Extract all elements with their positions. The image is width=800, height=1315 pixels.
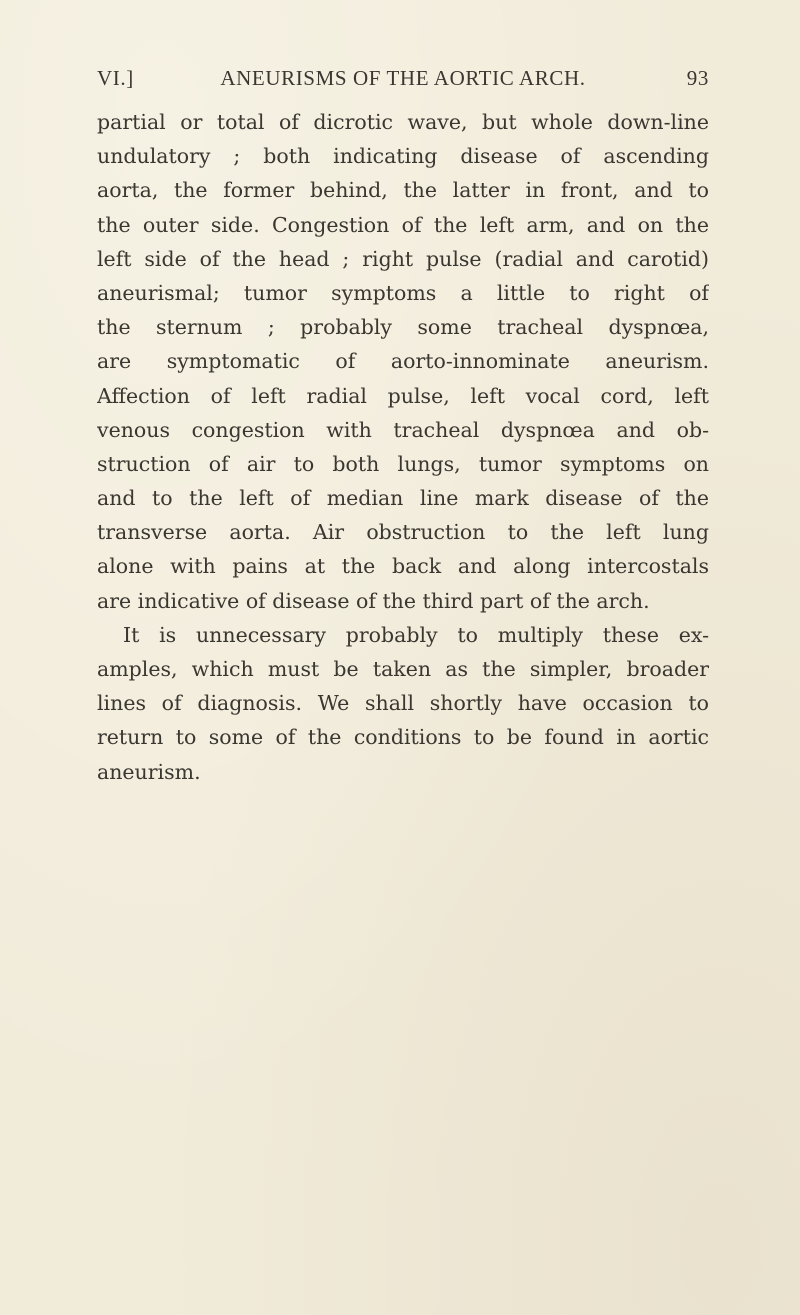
text-line: alone with pains at the back and along intercostals (97, 554, 709, 579)
page-number: 93 (686, 66, 709, 90)
text-line: aneurism. (97, 759, 201, 784)
text-line: left side of the head ; right pulse (radial and carotid) (97, 246, 709, 271)
text-line: undulatory ; both indicating disease of ascending (97, 144, 709, 169)
body-paragraph (97, 105, 709, 789)
text-line: partial or total of dicrotic wave, but whole down-line (97, 110, 709, 134)
text-line: return to some of the conditions to be found in aortic (97, 725, 709, 750)
text-line: lines of diagnosis. We shall shortly have occasion to (97, 691, 709, 716)
text-line: are symptomatic of aorto-innominate aneurism. (97, 349, 709, 374)
text-line: aorta, the former behind, the latter in front, and to (97, 178, 709, 203)
text-line: venous congestion with tracheal dyspnœa and ob- (97, 417, 709, 442)
running-head (97, 66, 709, 100)
text-line: Affection of left radial pulse, left vocal cord, left (97, 383, 709, 408)
text-line: amples, which must be taken as the simpler, broader (97, 657, 709, 681)
running-title: ANEURISMS OF THE AORTIC ARCH. (220, 66, 586, 90)
text-line: the sternum ; probably some tracheal dyspnœa, (97, 315, 709, 340)
text-line: the outer side. Congestion of the left arm, and on the (97, 212, 709, 237)
text-line: It is unnecessary probably to multiply these ex- (123, 622, 709, 647)
text-line: are indicative of disease of the third part of the arch. (97, 588, 650, 613)
text-line: transverse aorta. Air obstruction to the left lung (97, 520, 709, 545)
text-line: aneurismal; tumor symptoms a little to right of (97, 280, 709, 305)
text-line: and to the left of median line mark disease of the (97, 486, 709, 511)
chapter-number: VI.] (97, 66, 134, 90)
text-line: struction of air to both lungs, tumor symptoms on (97, 451, 709, 476)
